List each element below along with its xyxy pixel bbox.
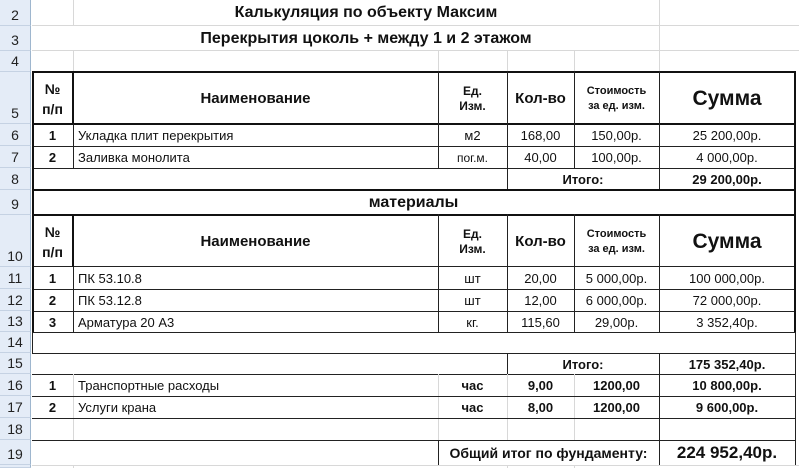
- services-row-1-name[interactable]: Транспортные расходы: [78, 378, 220, 393]
- border: [32, 418, 796, 419]
- materials-row-1-unit[interactable]: шт: [464, 270, 481, 286]
- works-row-2-qty[interactable]: 40,00: [524, 150, 557, 165]
- works-row-1-num[interactable]: 1: [48, 128, 57, 143]
- border: [32, 214, 34, 332]
- gridline: [574, 51, 575, 72]
- services-row-2-name[interactable]: Услуги крана: [78, 400, 157, 415]
- works-row-2-price[interactable]: 100,00р.: [591, 150, 642, 165]
- services-row-2-qty[interactable]: 8,00: [527, 400, 554, 415]
- services-row-2-unit[interactable]: час: [461, 400, 484, 415]
- border: [574, 214, 575, 332]
- row-header-15[interactable]: 15: [0, 353, 31, 374]
- materials-header-sum-cell[interactable]: Сумма: [692, 229, 762, 253]
- materials-heading[interactable]: материалы: [368, 194, 459, 211]
- row-header-10[interactable]: 10: [0, 215, 31, 267]
- border: [795, 332, 796, 353]
- border: [73, 267, 74, 332]
- works-row-2-name[interactable]: Заливка монолита: [78, 150, 190, 165]
- materials-row-3-unit[interactable]: кг.: [466, 314, 479, 330]
- gridline: [438, 51, 439, 72]
- header-qty-cell[interactable]: Кол-во: [515, 90, 566, 107]
- border: [32, 332, 796, 333]
- header-unit-line2: Изм.: [459, 98, 486, 113]
- works-row-1-name[interactable]: Укладка плит перекрытия: [78, 128, 234, 143]
- gridline: [659, 0, 660, 72]
- border: [32, 332, 33, 353]
- border: [72, 71, 74, 124]
- row-header-19[interactable]: 19: [0, 440, 31, 465]
- border: [794, 191, 796, 332]
- materials-row-1-name[interactable]: ПК 53.10.8: [78, 270, 142, 286]
- materials-row-2-num[interactable]: 2: [48, 293, 57, 308]
- grand-total-label[interactable]: Общий итог по фундаменту:: [449, 445, 648, 461]
- header-price-line1: Стоимость: [586, 84, 647, 97]
- works-row-1-price[interactable]: 150,00р.: [591, 128, 642, 143]
- works-row-2-unit[interactable]: пог.м.: [456, 150, 488, 165]
- border: [72, 214, 74, 267]
- gridline: [73, 51, 74, 72]
- works-row-1-sum[interactable]: 25 200,00р.: [692, 128, 762, 143]
- header-price-line2: за ед. изм.: [588, 242, 645, 255]
- border: [795, 374, 796, 440]
- materials-row-1-sum[interactable]: 100 000,00р.: [689, 270, 765, 286]
- border: [32, 191, 34, 215]
- materials-row-1-qty[interactable]: 20,00: [524, 270, 557, 286]
- row-header-5[interactable]: 5: [0, 72, 31, 124]
- row-header-14[interactable]: 14: [0, 332, 31, 353]
- row-header-11[interactable]: 11: [0, 267, 31, 289]
- border: [32, 71, 34, 191]
- services-row-1-unit[interactable]: час: [461, 378, 484, 393]
- border: [73, 124, 74, 168]
- materials-total-label[interactable]: Итого:: [562, 356, 604, 372]
- services-row-1-price[interactable]: 1200,00: [593, 378, 640, 393]
- header-unit-cell[interactable]: [438, 73, 507, 124]
- materials-row-2-price[interactable]: 6 000,00р.: [585, 293, 648, 308]
- services-row-1-sum[interactable]: 10 800,00р.: [692, 378, 762, 393]
- border: [795, 440, 796, 465]
- header-num-line1: №: [44, 80, 61, 97]
- works-row-1-unit[interactable]: м2: [464, 128, 481, 143]
- materials-header-name-cell[interactable]: Наименование: [200, 233, 311, 250]
- border: [507, 214, 508, 332]
- grand-total-value[interactable]: 224 952,40р.: [676, 443, 778, 462]
- materials-header-unit-cell[interactable]: [438, 216, 507, 267]
- row-header-18[interactable]: 18: [0, 418, 31, 440]
- works-total-value[interactable]: 29 200,00р.: [692, 172, 762, 187]
- row-header-13[interactable]: 13: [0, 311, 31, 332]
- materials-row-3-name[interactable]: Арматура 20 А3: [78, 314, 175, 330]
- sheet-subtitle[interactable]: Перекрытия цоколь + между 1 и 2 этажом: [200, 29, 532, 47]
- materials-header-price-cell[interactable]: [574, 216, 659, 267]
- header-num-line1: №: [44, 223, 61, 240]
- materials-row-3-num[interactable]: 3: [48, 314, 57, 330]
- border: [507, 71, 508, 191]
- materials-header-num-cell[interactable]: [32, 216, 73, 267]
- border: [795, 353, 796, 374]
- header-num-line2: п/п: [42, 100, 63, 117]
- border: [659, 71, 660, 191]
- header-unit-line1: Ед.: [463, 226, 482, 241]
- materials-row-2-name[interactable]: ПК 53.12.8: [78, 293, 142, 308]
- row-header-2[interactable]: 2: [0, 0, 31, 26]
- services-row-2-price[interactable]: 1200,00: [593, 400, 640, 415]
- border: [574, 71, 575, 168]
- border: [659, 374, 660, 440]
- header-price-line2: за ед. изм.: [588, 99, 645, 112]
- header-name-cell[interactable]: Наименование: [200, 90, 311, 107]
- border: [659, 214, 660, 332]
- materials-row-2-qty[interactable]: 12,00: [524, 293, 557, 308]
- header-unit-line1: Ед.: [463, 83, 482, 98]
- materials-row-3-qty[interactable]: 115,60: [521, 314, 560, 330]
- header-num-cell[interactable]: [32, 73, 73, 124]
- sheet-title[interactable]: Калькуляция по объекту Максим: [234, 4, 498, 21]
- header-sum-cell[interactable]: Сумма: [692, 86, 762, 110]
- materials-row-2-sum[interactable]: 72 000,00р.: [692, 293, 762, 308]
- row-header-4[interactable]: 4: [0, 51, 31, 72]
- header-num-line2: п/п: [42, 243, 63, 260]
- gridline: [32, 465, 799, 466]
- row-header-3[interactable]: 3: [0, 26, 31, 51]
- works-row-2-sum[interactable]: 4 000,00р.: [696, 150, 758, 165]
- gridline: [507, 51, 508, 72]
- header-unit-line2: Изм.: [459, 241, 486, 256]
- border: [438, 214, 439, 332]
- row-header-6[interactable]: 6: [0, 124, 31, 146]
- row-header-16[interactable]: 16: [0, 374, 31, 396]
- row-header-8[interactable]: 8: [0, 168, 31, 190]
- materials-total-value[interactable]: 175 352,40р.: [688, 356, 766, 372]
- materials-row-2-unit[interactable]: шт: [464, 293, 481, 308]
- border: [794, 71, 796, 191]
- header-price-line1: Стоимость: [586, 227, 647, 240]
- materials-row-3-sum[interactable]: 3 352,40р.: [696, 314, 758, 330]
- border: [438, 71, 439, 168]
- materials-header-qty-cell[interactable]: Кол-во: [515, 233, 566, 250]
- row-header-9[interactable]: 9: [0, 190, 31, 215]
- row-header-17[interactable]: 17: [0, 396, 31, 418]
- materials-row-1-price[interactable]: 5 000,00р.: [585, 270, 648, 286]
- materials-row-1-num[interactable]: 1: [48, 270, 57, 286]
- services-row-1-num[interactable]: 1: [48, 378, 57, 393]
- works-row-2-num[interactable]: 2: [48, 150, 57, 165]
- header-price-cell[interactable]: [574, 73, 659, 124]
- row-header-7[interactable]: 7: [0, 146, 31, 168]
- materials-row-3-price[interactable]: 29,00р.: [594, 314, 639, 330]
- services-row-1-qty[interactable]: 9,00: [527, 378, 554, 393]
- works-row-1-qty[interactable]: 168,00: [520, 128, 561, 143]
- row-header-12[interactable]: 12: [0, 289, 31, 311]
- works-total-label[interactable]: Итого:: [562, 172, 604, 187]
- services-row-2-sum[interactable]: 9 600,00р.: [695, 400, 759, 415]
- services-row-2-num[interactable]: 2: [48, 400, 57, 415]
